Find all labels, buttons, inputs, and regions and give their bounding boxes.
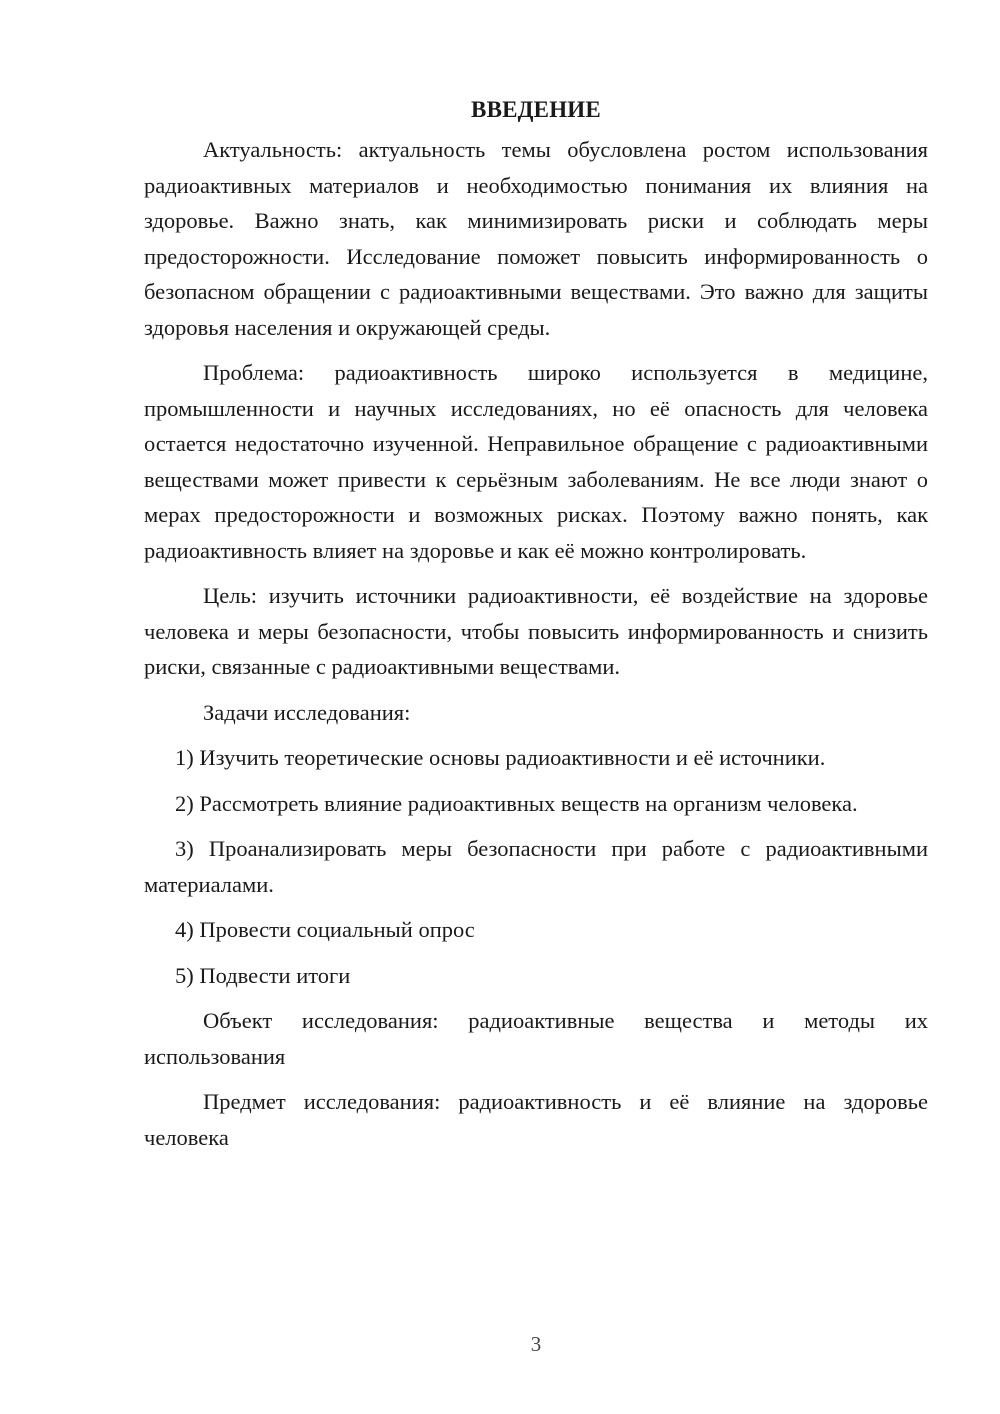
task-item-1: 1) Изучить теоретические основы радиоактивности и её источники.: [175, 745, 826, 770]
document-page: [144, 92, 928, 1165]
goal-paragraph: Цель: изучить источники радиоактивности, её воздействие на здоровье человека и меры безопасности, чтобы повысить информированность и снизить риски, связанные с радиоактивными веществами.: [144, 583, 928, 679]
object-paragraph: Объект исследования: радиоактивные вещества и методы их использования: [144, 1008, 928, 1069]
tasks-heading: Задачи исследования:: [203, 699, 411, 725]
task-item-4: 4) Провести социальный опрос: [175, 917, 475, 942]
page-number: 3: [530, 1332, 542, 1356]
task-item-3: 3) Проанализировать меры безопасности при работе с радиоактивными материалами.: [144, 836, 928, 897]
task-item-2: 2) Рассмотреть влияние радиоактивных веществ на организм человека.: [175, 790, 858, 816]
subject-paragraph: Предмет исследования: радиоактивность и её влияние на здоровье человека: [144, 1089, 928, 1150]
task-item-5: 5) Подвести итоги: [175, 962, 351, 988]
page-title: ВВЕДЕНИЕ: [471, 97, 601, 122]
relevance-paragraph: Актуальность: актуальность темы обусловлена ростом использования радиоактивных материалов и необходимостью понимания их влияния на здоровье. Важно знать, как минимизировать риски и соблюдать меры предосторожности. Исследование поможет повысить информированность о безопасном обращении с радиоактивными веществами. Это важно для защиты здоровья населения и окружающей среды.: [144, 137, 928, 340]
problem-paragraph: Проблема: радиоактивность широко используется в медицине, промышленности и научных исследованиях, но её опасность для человека остается недостаточно изученной. Неправильное обращение с радиоактивными веществами может привести к серьёзным заболеваниям. Не все люди знают о мерах предосторожности и возможных рисках. Поэтому важно понять, как радиоактивность влияет на здоровье и как её можно контролировать.: [144, 360, 928, 563]
